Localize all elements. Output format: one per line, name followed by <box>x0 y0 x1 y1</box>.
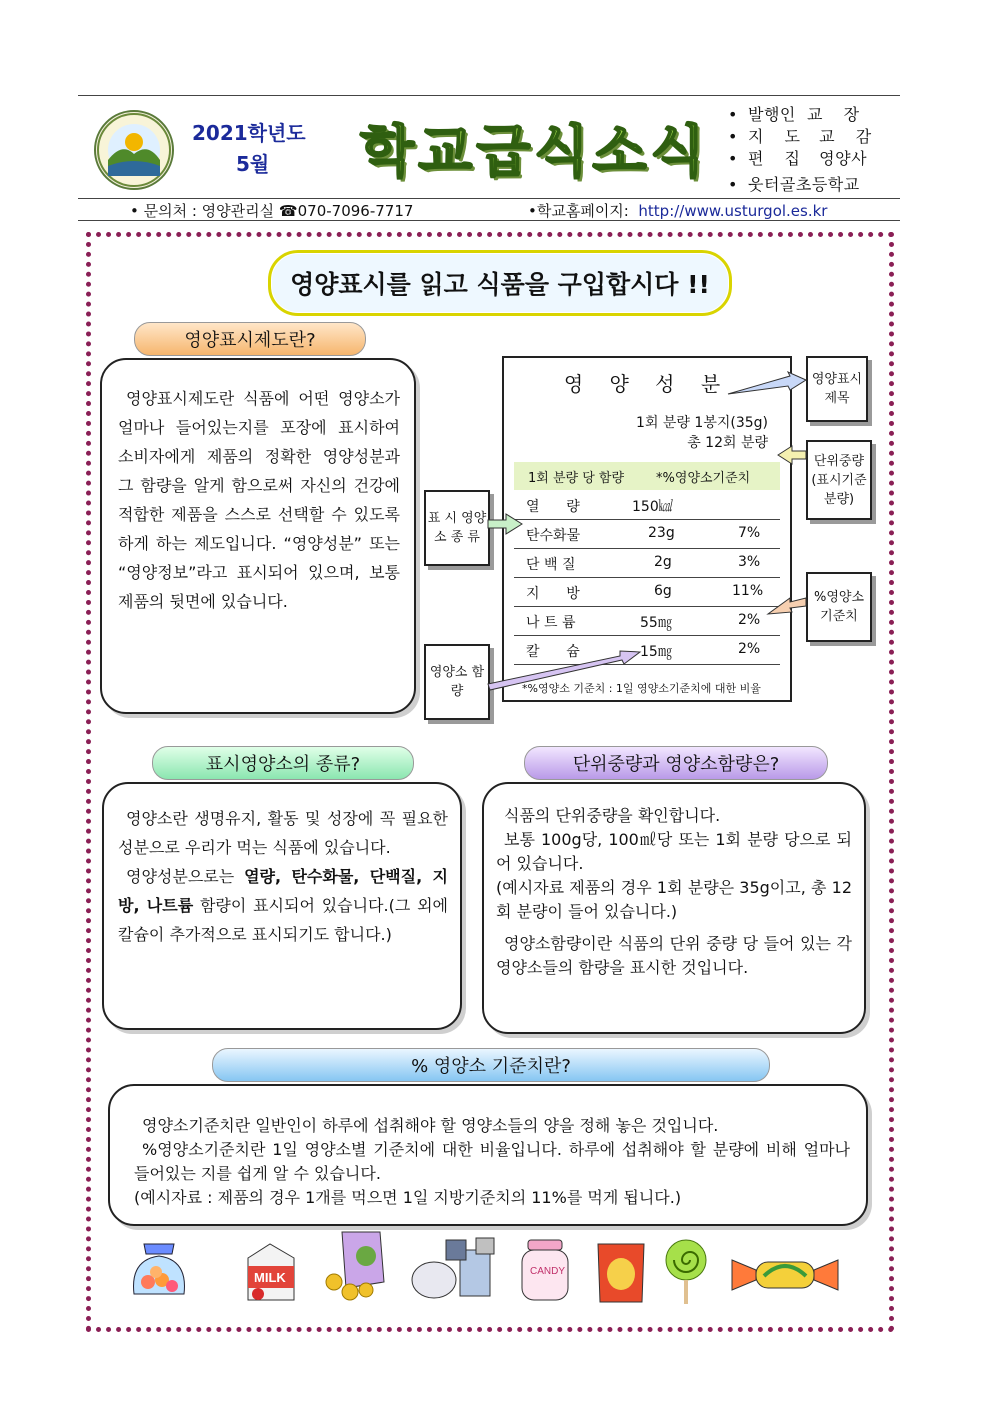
candy-jar-icon <box>126 1234 192 1300</box>
callout-nutrients-label: 표 시 영양소 종 류 <box>424 490 490 566</box>
section4-p1: 영양소기준치란 일반인이 하루에 섭취해야 할 영양소들의 양을 정해 놓은 것입니다. <box>142 1116 719 1135</box>
nutrition-row: 단 백 질 2g 3% <box>514 548 780 578</box>
callout-unit-label: 단위중량 (표시기준 분량) <box>806 440 872 520</box>
homepage-link[interactable]: http://www.usturgol.es.kr <box>638 202 828 220</box>
newsletter-title: 학교급식소식 <box>360 120 709 185</box>
milk-carton-icon <box>236 1240 306 1304</box>
contact-info: • 문의처 : 영양관리실 ☎070-7096-7717 <box>130 202 414 220</box>
section4-box <box>108 1084 868 1226</box>
section3-p2: 보통 100g당, 100㎖당 또는 1회 분량 당으로 되어 있습니다. <box>496 830 852 873</box>
nutrition-row: 칼 슘 15㎎ 2% <box>514 635 780 665</box>
staff-editor: • 편 집 영양사 <box>728 149 868 168</box>
section2-p1: 영양소란 생명유지, 활동 및 성장에 꼭 필요한 성분으로 우리가 먹는 식품에 있습니다. <box>118 809 448 857</box>
section4-p2: %영양소기준치란 1일 영양소별 기준치에 대한 비율입니다. 하루에 섭취해야 할 분량에 비해 얼마나 들어있는 지를 쉽게 알 수 있습니다. <box>134 1140 850 1183</box>
wrapped-candy-icon <box>730 1252 840 1296</box>
serving-size: 1회 분량 1봉지(35g) <box>636 415 768 431</box>
section2-p2: 영양성분으로는 열량, 탄수화물, 단백질, 지방, 나트륨 함량이 표시되어 있습니다.(그 외에 칼슘이 추가적으로 표시되기도 합니다.) <box>118 867 449 944</box>
lollipop-icon <box>660 1236 712 1306</box>
section2-heading: 표시영양소의 종류? <box>152 746 414 780</box>
total-servings: 총 12회 분량 <box>687 435 768 451</box>
arrow-to-pct <box>768 598 806 614</box>
nutrition-row: 열 량 150㎉ <box>514 490 780 520</box>
section3-p1: 식품의 단위중량을 확인합니다. <box>504 806 721 825</box>
nutrition-row: 탄수화물 23g 7% <box>514 519 780 549</box>
main-banner: 영양표시를 읽고 식품을 구입합시다 !! <box>268 250 732 316</box>
milk-label: MILK <box>254 1270 286 1285</box>
arrow-from-nutrients <box>488 514 522 534</box>
staff-supervisor: • 지 도 교 감 <box>728 127 880 146</box>
dv-label: *%영양소기준치 <box>656 470 751 486</box>
arrow-to-title <box>728 372 806 394</box>
section4-p3: (예시자료 : 제품의 경우 1개를 먹으면 1일 지방기준치의 11%를 먹게 됩니다.) <box>134 1188 682 1207</box>
candy-jar-pink-icon <box>516 1236 574 1304</box>
nutrition-row: 나 트 륨 55㎎ 2% <box>514 606 780 636</box>
arrow-to-unit <box>778 446 806 464</box>
chips-bag-icon <box>594 1240 648 1306</box>
section4-heading: % 영양소 기준치란? <box>212 1048 770 1082</box>
section3-box <box>482 782 866 1034</box>
section3-heading: 단위중량과 영양소함량은? <box>524 746 828 780</box>
per-serving-label: 1회 분량 당 함량 <box>528 470 625 486</box>
nutrition-title: 영 양 성 분 <box>563 372 731 396</box>
section1-heading: 영양표시제도란? <box>134 322 366 356</box>
section3-p3: (예시자료 제품의 경우 1회 분량은 35g이고, 총 12회 분량이 들어 있습니다.) <box>496 878 852 921</box>
issue-month: 5월 <box>236 152 270 176</box>
school-name: • 웃터골초등학교 <box>728 175 860 194</box>
phone-icon: ☎ <box>278 202 298 220</box>
candy-label: CANDY <box>530 1266 566 1277</box>
food-group-icon <box>406 1232 498 1302</box>
section1-body: 영양표시제도란 식품에 어떤 영양소가 얼마나 들어있는지를 포장에 표시하여 소비자에게 제품의 정확한 영양성분과 그 함량을 알게 함으로써 자신의 건강에 적합한 제품을 스스로 선택할 수 있도록 하게 하는 제도입니다. “영양성분” 또는 “영양정보”라고 표시되어 있으며, 보통 제품의 뒷면에 있습니다. <box>118 389 400 611</box>
arrow-from-amount <box>488 651 640 690</box>
section2-box <box>102 782 462 1030</box>
snack-bag-icon <box>322 1226 392 1302</box>
staff-publisher: • 발행인 교 장 <box>728 105 868 124</box>
callout-amount-label: 영양소 함 량 <box>424 644 490 720</box>
issue-year: 2021학년도 <box>192 121 306 145</box>
callout-pct-label: %영양소 기준치 <box>806 572 872 642</box>
callout-title-label: 영양표시 제목 <box>806 356 868 422</box>
section3-p4: 영양소함량이란 식품의 단위 중량 당 들어 있는 각 영양소들의 함량을 표시한 것입니다. <box>496 934 852 977</box>
nutrition-row: 지 방 6g 11% <box>514 577 780 607</box>
nutrition-footnote: *%영양소 기준치 : 1일 영양소기준치에 대한 비율 <box>522 682 761 695</box>
homepage-info: •학교홈페이지: http://www.usturgol.es.kr <box>528 202 828 220</box>
